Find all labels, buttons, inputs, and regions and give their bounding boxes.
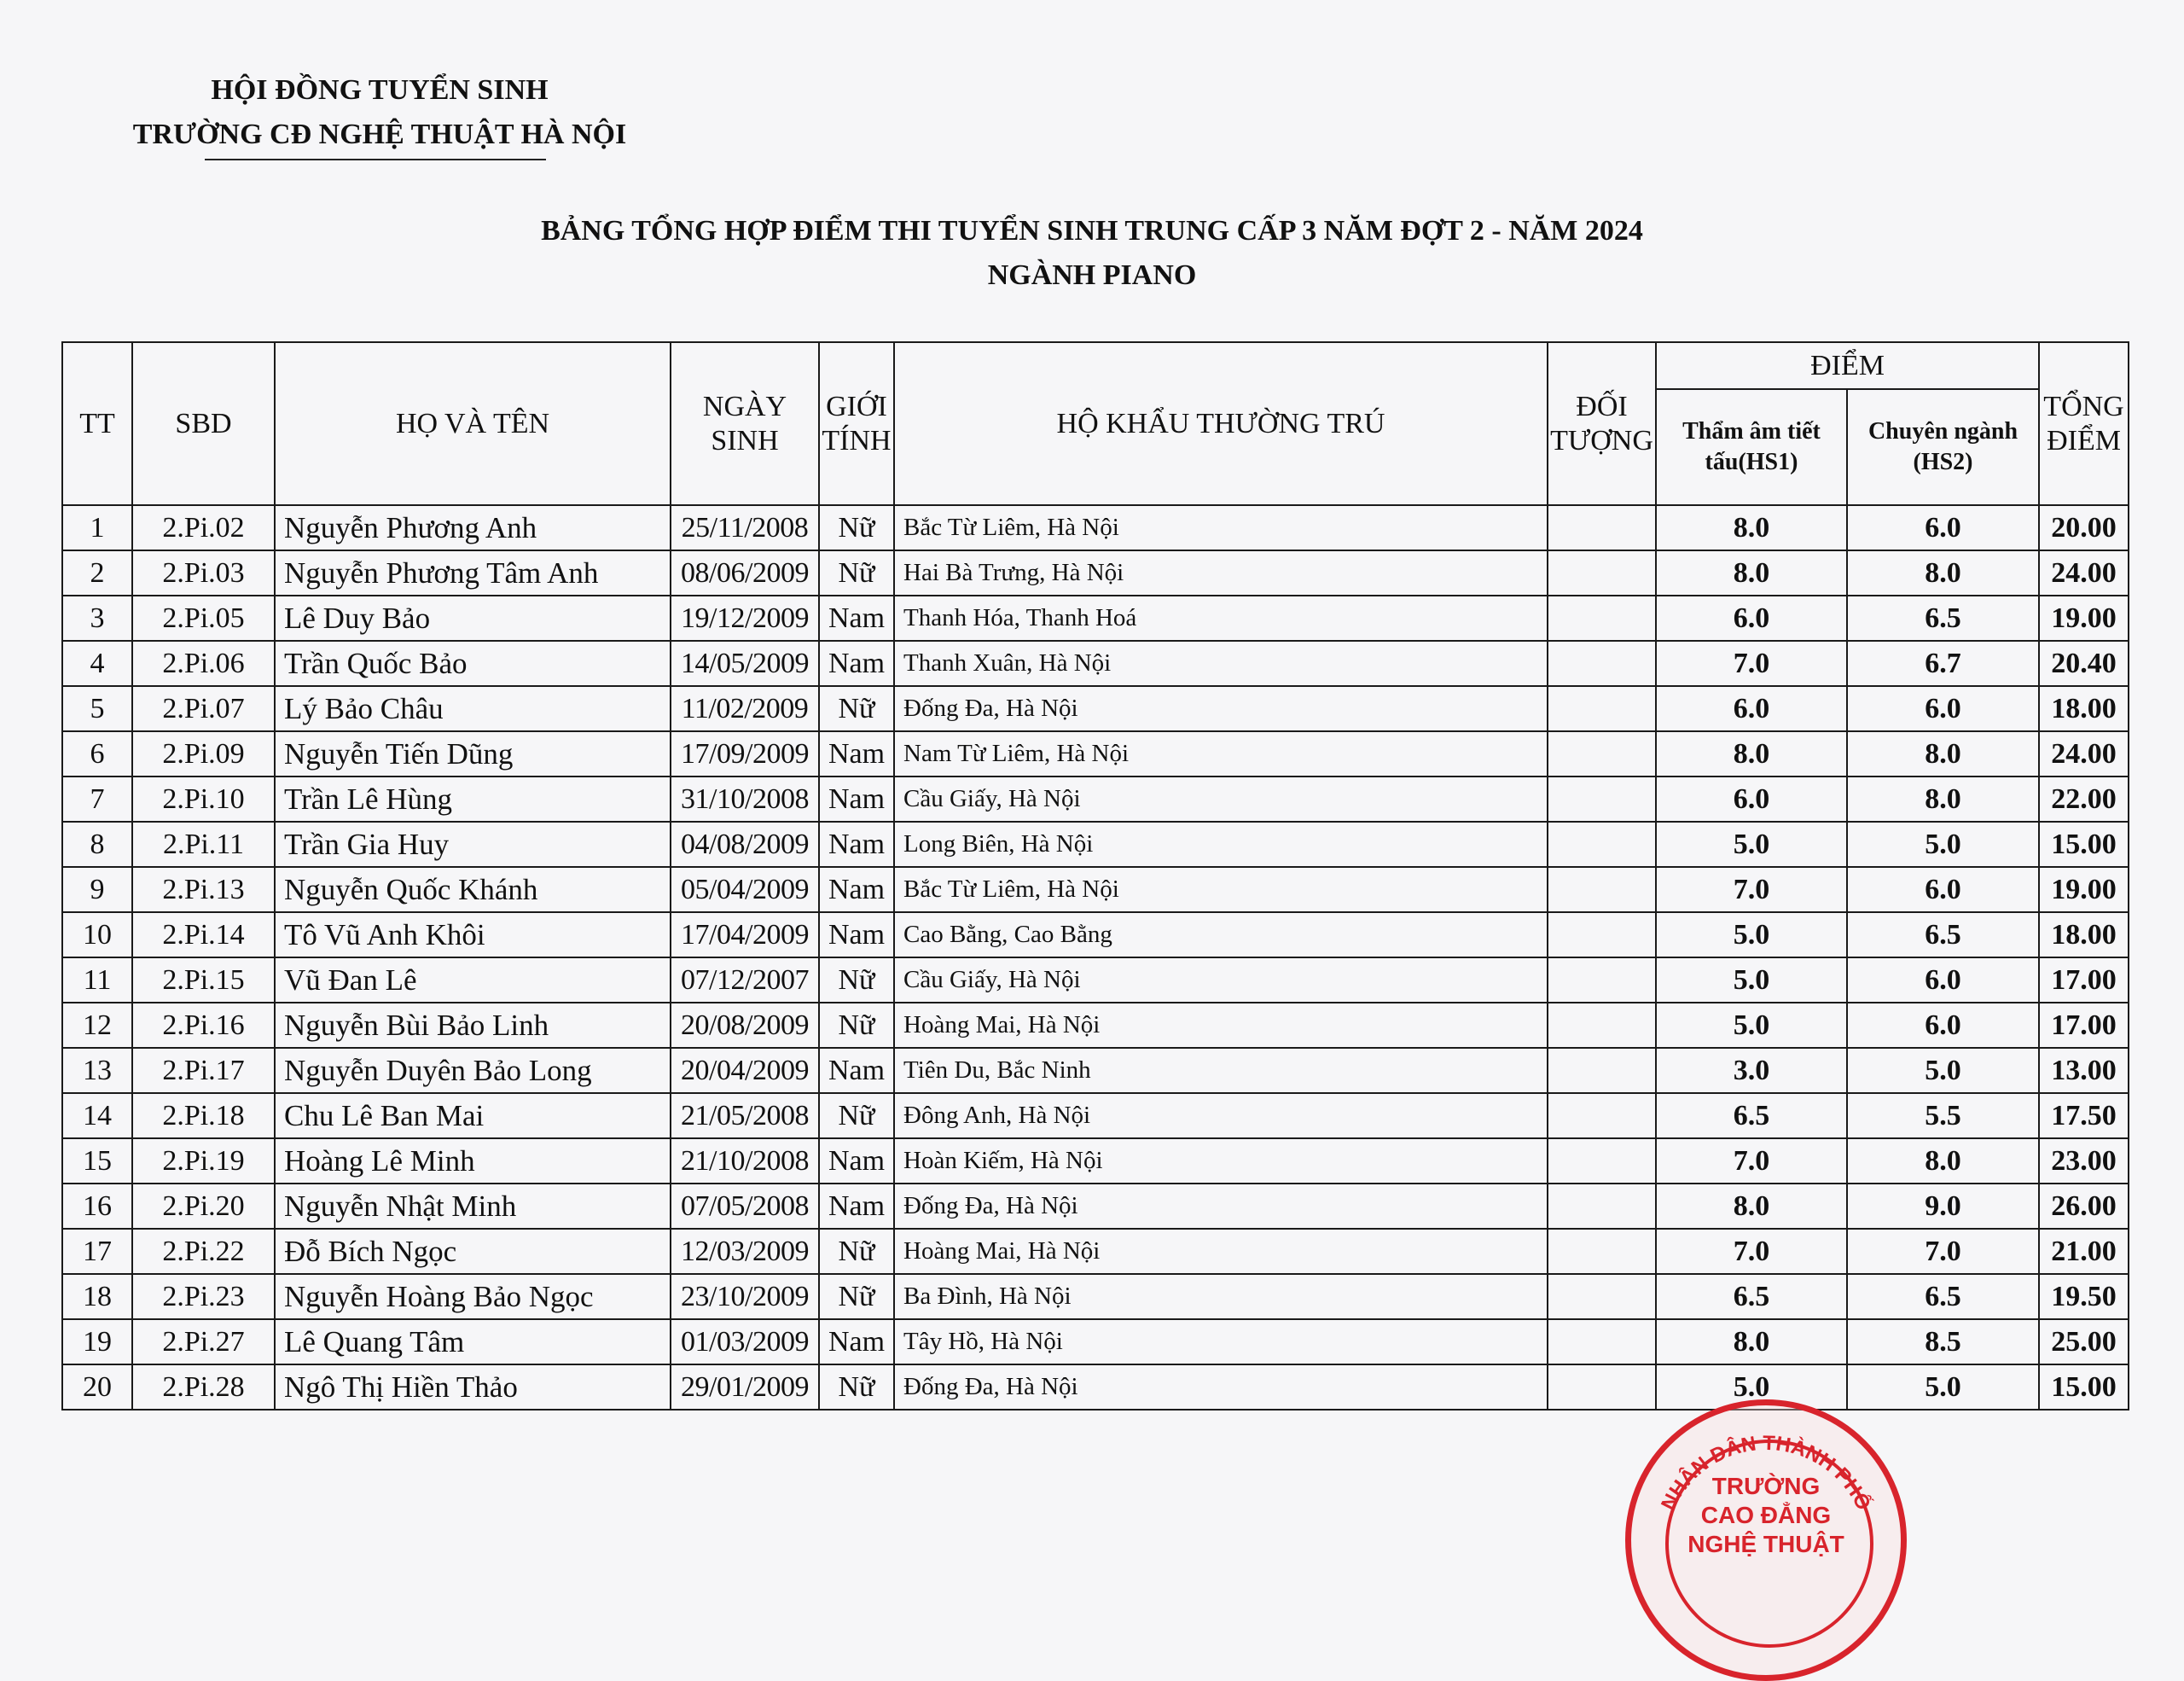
cell-dob: 19/12/2009 [671,596,819,641]
cell-address: Tây Hồ, Hà Nội [894,1319,1548,1364]
cell-dob: 20/04/2009 [671,1048,819,1093]
cell-score2: 6.0 [1847,1003,2039,1048]
cell-total: 19.00 [2039,596,2129,641]
cell-gender: Nữ [819,1229,894,1274]
cell-score1: 5.0 [1656,912,1847,957]
cell-gender: Nữ [819,686,894,731]
table-row [62,1184,2129,1229]
issuing-organization [115,68,644,160]
cell-address: Hoàng Mai, Hà Nội [894,1229,1548,1274]
cell-tt: 3 [62,596,132,641]
cell-total: 26.00 [2039,1184,2129,1229]
cell-category [1548,777,1656,822]
cell-tt: 14 [62,1093,132,1138]
cell-tt: 10 [62,912,132,957]
cell-address: Long Biên, Hà Nội [894,822,1548,867]
cell-total: 24.00 [2039,550,2129,596]
cell-sbd: 2.Pi.19 [132,1138,275,1184]
seal-line-3: NGHỆ THUẬT [1687,1531,1844,1557]
table-row [62,550,2129,596]
cell-score2: 6.5 [1847,596,2039,641]
cell-score1: 7.0 [1656,641,1847,686]
cell-gender: Nam [819,912,894,957]
cell-tt: 15 [62,1138,132,1184]
cell-tt: 16 [62,1184,132,1229]
table-body [62,505,2129,1410]
header-total: TỔNG ĐIỂM [2039,342,2129,505]
cell-score2: 8.0 [1847,1138,2039,1184]
table-row [62,686,2129,731]
table-row [62,822,2129,867]
table-row [62,867,2129,912]
cell-score2: 6.0 [1847,686,2039,731]
cell-sbd: 2.Pi.15 [132,957,275,1003]
cell-address: Bắc Từ Liêm, Hà Nội [894,867,1548,912]
seal-line-2: CAO ĐẲNG [1700,1502,1832,1528]
cell-name: Nguyễn Tiến Dũng [275,731,671,777]
cell-score2: 6.0 [1847,505,2039,550]
cell-tt: 11 [62,957,132,1003]
cell-tt: 13 [62,1048,132,1093]
cell-score2: 5.0 [1847,822,2039,867]
cell-score2: 6.0 [1847,867,2039,912]
cell-tt: 7 [62,777,132,822]
cell-name: Trần Quốc Bảo [275,641,671,686]
cell-dob: 14/05/2009 [671,641,819,686]
cell-address: Ba Đình, Hà Nội [894,1274,1548,1319]
cell-dob: 08/06/2009 [671,550,819,596]
cell-dob: 23/10/2009 [671,1274,819,1319]
cell-score1: 3.0 [1656,1048,1847,1093]
table-row [62,1093,2129,1138]
header-gender: GIỚI TÍNH [819,342,894,505]
cell-address: Cầu Giấy, Hà Nội [894,957,1548,1003]
cell-category [1548,1184,1656,1229]
cell-tt: 18 [62,1274,132,1319]
cell-tt: 12 [62,1003,132,1048]
cell-sbd: 2.Pi.17 [132,1048,275,1093]
cell-gender: Nam [819,822,894,867]
cell-gender: Nữ [819,505,894,550]
cell-address: Bắc Từ Liêm, Hà Nội [894,505,1548,550]
cell-total: 13.00 [2039,1048,2129,1093]
cell-sbd: 2.Pi.10 [132,777,275,822]
cell-score1: 6.0 [1656,596,1847,641]
org-line-1: HỘI ĐỒNG TUYỂN SINH [211,74,549,106]
cell-score1: 6.0 [1656,686,1847,731]
org-line-2: TRƯỜNG CĐ NGHỆ THUẬT HÀ NỘI [132,119,627,150]
cell-dob: 12/03/2009 [671,1229,819,1274]
cell-dob: 25/11/2008 [671,505,819,550]
cell-sbd: 2.Pi.23 [132,1274,275,1319]
seal-line-1: TRƯỜNG [1711,1473,1821,1499]
cell-dob: 04/08/2009 [671,822,819,867]
cell-total: 18.00 [2039,686,2129,731]
cell-total: 15.00 [2039,822,2129,867]
cell-score2: 5.0 [1847,1364,2039,1410]
cell-sbd: 2.Pi.06 [132,641,275,686]
cell-sbd: 2.Pi.11 [132,822,275,867]
cell-tt: 17 [62,1229,132,1274]
header-tt: TT [62,342,132,505]
cell-sbd: 2.Pi.22 [132,1229,275,1274]
cell-score1: 7.0 [1656,1229,1847,1274]
title-line-1: BẢNG TỔNG HỢP ĐIỂM THI TUYỂN SINH TRUNG CẤP 3 NĂM ĐỢT 2 - NĂM 2024 [541,215,1643,247]
cell-name: Lê Quang Tâm [275,1319,671,1364]
cell-tt: 8 [62,822,132,867]
cell-total: 19.50 [2039,1274,2129,1319]
cell-tt: 1 [62,505,132,550]
cell-score1: 6.0 [1656,777,1847,822]
cell-address: Nam Từ Liêm, Hà Nội [894,731,1548,777]
cell-category [1548,1048,1656,1093]
cell-score1: 7.0 [1656,867,1847,912]
cell-score2: 7.0 [1847,1229,2039,1274]
header-score2: Chuyên ngành (HS2) [1847,389,2039,505]
cell-gender: Nữ [819,1003,894,1048]
cell-gender: Nữ [819,1093,894,1138]
cell-tt: 5 [62,686,132,731]
table-row [62,1274,2129,1319]
cell-tt: 2 [62,550,132,596]
header-score-group: ĐIỂM [1656,342,2039,389]
cell-name: Trần Gia Huy [275,822,671,867]
cell-address: Hoàn Kiếm, Hà Nội [894,1138,1548,1184]
cell-total: 17.50 [2039,1093,2129,1138]
org-underline [205,159,546,160]
cell-tt: 19 [62,1319,132,1364]
cell-gender: Nam [819,596,894,641]
cell-category [1548,1364,1656,1410]
cell-score2: 8.0 [1847,731,2039,777]
cell-score2: 8.5 [1847,1319,2039,1364]
cell-address: Đống Đa, Hà Nội [894,1364,1548,1410]
cell-name: Trần Lê Hùng [275,777,671,822]
cell-score1: 6.5 [1656,1093,1847,1138]
cell-dob: 07/05/2008 [671,1184,819,1229]
cell-tt: 9 [62,867,132,912]
cell-score2: 5.5 [1847,1093,2039,1138]
cell-gender: Nam [819,641,894,686]
cell-dob: 17/04/2009 [671,912,819,957]
cell-name: Nguyễn Nhật Minh [275,1184,671,1229]
cell-score1: 8.0 [1656,505,1847,550]
cell-score2: 6.5 [1847,912,2039,957]
cell-category [1548,1003,1656,1048]
header-score1: Thẩm âm tiết tấu(HS1) [1656,389,1847,505]
cell-score2: 8.0 [1847,777,2039,822]
header-category: ĐỐI TƯỢNG [1548,342,1656,505]
cell-name: Nguyễn Phương Tâm Anh [275,550,671,596]
cell-name: Tô Vũ Anh Khôi [275,912,671,957]
cell-category [1548,596,1656,641]
cell-address: Thanh Xuân, Hà Nội [894,641,1548,686]
table-row [62,912,2129,957]
cell-address: Đống Đa, Hà Nội [894,686,1548,731]
cell-category [1548,867,1656,912]
cell-name: Chu Lê Ban Mai [275,1093,671,1138]
cell-gender: Nữ [819,550,894,596]
cell-dob: 21/10/2008 [671,1138,819,1184]
cell-sbd: 2.Pi.03 [132,550,275,596]
cell-score2: 6.7 [1847,641,2039,686]
cell-category [1548,1274,1656,1319]
table-row [62,1229,2129,1274]
cell-sbd: 2.Pi.07 [132,686,275,731]
cell-sbd: 2.Pi.27 [132,1319,275,1364]
cell-total: 15.00 [2039,1364,2129,1410]
cell-score1: 6.5 [1656,1274,1847,1319]
cell-sbd: 2.Pi.28 [132,1364,275,1410]
cell-tt: 20 [62,1364,132,1410]
cell-sbd: 2.Pi.09 [132,731,275,777]
cell-category [1548,957,1656,1003]
cell-total: 17.00 [2039,957,2129,1003]
cell-name: Ngô Thị Hiền Thảo [275,1364,671,1410]
table-row [62,1138,2129,1184]
cell-tt: 6 [62,731,132,777]
cell-sbd: 2.Pi.16 [132,1003,275,1048]
table-row [62,1364,2129,1410]
cell-score1: 8.0 [1656,1319,1847,1364]
cell-sbd: 2.Pi.13 [132,867,275,912]
cell-sbd: 2.Pi.18 [132,1093,275,1138]
seal-text [1631,1472,1901,1559]
cell-name: Hoàng Lê Minh [275,1138,671,1184]
cell-name: Nguyễn Bùi Bảo Linh [275,1003,671,1048]
cell-dob: 05/04/2009 [671,867,819,912]
official-seal [1625,1399,1907,1681]
cell-category [1548,731,1656,777]
cell-score1: 5.0 [1656,1364,1847,1410]
cell-total: 21.00 [2039,1229,2129,1274]
cell-tt: 4 [62,641,132,686]
score-table [61,341,2129,1411]
cell-dob: 07/12/2007 [671,957,819,1003]
cell-total: 20.00 [2039,505,2129,550]
cell-score2: 5.0 [1847,1048,2039,1093]
cell-category [1548,912,1656,957]
cell-score1: 5.0 [1656,957,1847,1003]
cell-dob: 11/02/2009 [671,686,819,731]
cell-category [1548,686,1656,731]
table-row [62,731,2129,777]
cell-total: 17.00 [2039,1003,2129,1048]
cell-gender: Nam [819,1184,894,1229]
cell-gender: Nữ [819,1274,894,1319]
header-sbd: SBD [132,342,275,505]
cell-total: 19.00 [2039,867,2129,912]
cell-dob: 01/03/2009 [671,1319,819,1364]
cell-total: 24.00 [2039,731,2129,777]
cell-address: Thanh Hóa, Thanh Hoá [894,596,1548,641]
cell-address: Cao Bằng, Cao Bằng [894,912,1548,957]
cell-name: Lê Duy Bảo [275,596,671,641]
cell-address: Hai Bà Trưng, Hà Nội [894,550,1548,596]
cell-name: Lý Bảo Châu [275,686,671,731]
table-row [62,777,2129,822]
cell-gender: Nam [819,1048,894,1093]
table-row [62,1003,2129,1048]
cell-dob: 17/09/2009 [671,731,819,777]
cell-score1: 7.0 [1656,1138,1847,1184]
cell-gender: Nam [819,777,894,822]
cell-category [1548,1229,1656,1274]
cell-address: Đống Đa, Hà Nội [894,1184,1548,1229]
cell-gender: Nam [819,867,894,912]
cell-score1: 8.0 [1656,550,1847,596]
cell-score2: 8.0 [1847,550,2039,596]
cell-name: Nguyễn Hoàng Bảo Ngọc [275,1274,671,1319]
cell-address: Hoàng Mai, Hà Nội [894,1003,1548,1048]
header-dob: NGÀY SINH [671,342,819,505]
header-name: HỌ VÀ TÊN [275,342,671,505]
cell-dob: 29/01/2009 [671,1364,819,1410]
cell-gender: Nam [819,1138,894,1184]
table-row [62,596,2129,641]
cell-total: 18.00 [2039,912,2129,957]
title-line-2: NGÀNH PIANO [987,259,1197,291]
table-row [62,641,2129,686]
cell-category [1548,550,1656,596]
cell-total: 22.00 [2039,777,2129,822]
table-row [62,1048,2129,1093]
cell-dob: 21/05/2008 [671,1093,819,1138]
cell-sbd: 2.Pi.02 [132,505,275,550]
cell-dob: 31/10/2008 [671,777,819,822]
cell-address: Tiên Du, Bắc Ninh [894,1048,1548,1093]
cell-address: Cầu Giấy, Hà Nội [894,777,1548,822]
cell-sbd: 2.Pi.14 [132,912,275,957]
cell-score1: 5.0 [1656,822,1847,867]
cell-score1: 8.0 [1656,731,1847,777]
header-address: HỘ KHẨU THƯỜNG TRÚ [894,342,1548,505]
table-row [62,1319,2129,1364]
cell-total: 25.00 [2039,1319,2129,1364]
cell-total: 23.00 [2039,1138,2129,1184]
cell-gender: Nam [819,1319,894,1364]
cell-sbd: 2.Pi.20 [132,1184,275,1229]
cell-name: Đỗ Bích Ngọc [275,1229,671,1274]
cell-gender: Nữ [819,957,894,1003]
cell-name: Nguyễn Phương Anh [275,505,671,550]
cell-score1: 5.0 [1656,1003,1847,1048]
cell-category [1548,822,1656,867]
cell-address: Đông Anh, Hà Nội [894,1093,1548,1138]
cell-name: Nguyễn Quốc Khánh [275,867,671,912]
cell-score2: 6.5 [1847,1274,2039,1319]
cell-total: 20.40 [2039,641,2129,686]
cell-category [1548,1138,1656,1184]
cell-gender: Nam [819,731,894,777]
cell-category [1548,505,1656,550]
cell-category [1548,1319,1656,1364]
cell-name: Nguyễn Duyên Bảo Long [275,1048,671,1093]
cell-score2: 9.0 [1847,1184,2039,1229]
table-row [62,957,2129,1003]
cell-score2: 6.0 [1847,957,2039,1003]
cell-dob: 20/08/2009 [671,1003,819,1048]
cell-score1: 8.0 [1656,1184,1847,1229]
cell-sbd: 2.Pi.05 [132,596,275,641]
cell-gender: Nữ [819,1364,894,1410]
cell-category [1548,1093,1656,1138]
cell-category [1548,641,1656,686]
seal-ring-text: NHÂN DÂN THÀNH PHỐ [1657,1431,1875,1515]
cell-name: Vũ Đan Lê [275,957,671,1003]
table-row [62,505,2129,550]
document-title [0,209,2184,298]
